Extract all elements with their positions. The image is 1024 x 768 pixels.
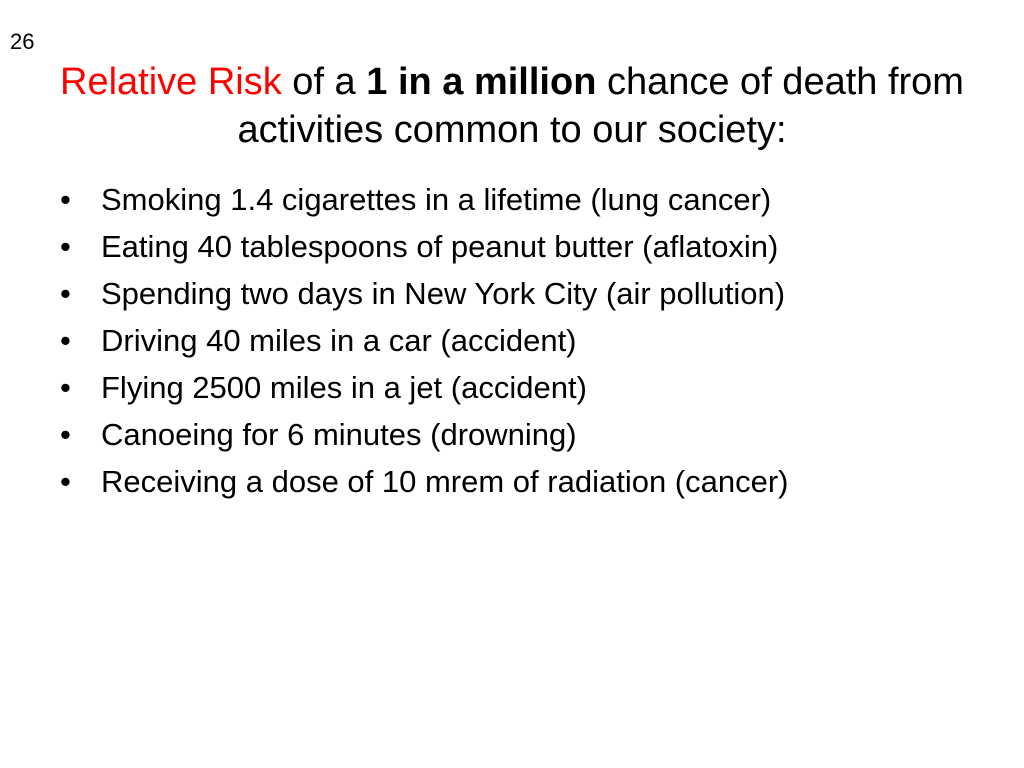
title-one-in-a-million: 1 in a million — [366, 61, 597, 103]
title-relative-risk: Relative Risk — [60, 61, 282, 103]
list-item — [56, 417, 976, 453]
list-item — [56, 464, 976, 500]
list-item-text: Driving 40 miles in a car (accident) — [101, 323, 577, 358]
list-item — [56, 323, 976, 359]
bullet-icon: • — [60, 323, 71, 358]
title-text-remainder: chance of death from activities common to our society: — [237, 61, 964, 151]
list-item — [56, 370, 976, 406]
title-text-of-a: of a — [281, 61, 367, 103]
slide-number: 26 — [10, 29, 35, 54]
list-item-text: Spending two days in New York City (air pollution) — [101, 276, 786, 311]
bullet-icon: • — [60, 229, 71, 264]
bullet-icon: • — [60, 464, 71, 499]
bullet-icon: • — [60, 417, 71, 452]
list-item-text: Receiving a dose of 10 mrem of radiation (cancer) — [101, 464, 789, 499]
list-item-text: Smoking 1.4 cigarettes in a lifetime (lung cancer) — [101, 182, 772, 217]
list-item-text: Canoeing for 6 minutes (drowning) — [101, 417, 577, 452]
slide-title — [20, 58, 1004, 154]
list-item-text: Flying 2500 miles in a jet (accident) — [101, 370, 587, 405]
list-item — [56, 276, 976, 312]
list-item — [56, 182, 976, 218]
bullet-icon: • — [60, 182, 71, 217]
bullet-icon: • — [60, 370, 71, 405]
bullet-icon: • — [60, 276, 71, 311]
bullet-list — [56, 182, 976, 511]
list-item — [56, 229, 976, 265]
list-item-text: Eating 40 tablespoons of peanut butter (aflatoxin) — [101, 229, 779, 264]
